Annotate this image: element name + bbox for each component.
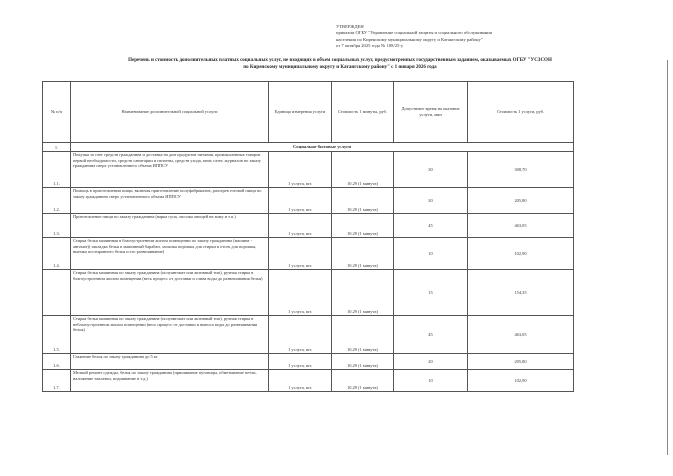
row-service-cost: 102,90: [468, 370, 574, 392]
row-time: 15: [394, 270, 468, 316]
row-service-cost: 205,80: [468, 188, 574, 214]
row-num: [43, 270, 71, 316]
row-minute-price: 10,29 (1 минута): [332, 270, 394, 316]
page-edge-line: [667, 60, 668, 455]
row-service-name: Стирка белья машинная по заказу гражданина (полуавтомат или активный тип), ручная стирка в неблагоустроенном жилом помещении (весь процесс от доставки и выноса воды до развешивания белья): [71, 316, 269, 354]
header-time: Допустимое время на оказание услуги, мин: [394, 82, 468, 143]
row-num: 1.7.: [43, 370, 71, 392]
row-num: 1.5.: [43, 316, 71, 354]
row-time: 20: [394, 354, 468, 370]
row-num: 1.4.: [43, 238, 71, 270]
row-service-name: Мелкий ремонт одежды, белья по заказу гражданина (пришивание пуговицы, обметывание петли, наложение заплатки, подшивание и т.д.): [71, 370, 269, 392]
row-num: 1.6.: [43, 354, 71, 370]
title-line-2: по Киренскому муниципальному округу и Катангскому району" с 1 января 2026 года: [243, 65, 437, 70]
row-minute-price: 10,29 (1 минута): [332, 152, 394, 188]
table-header-row: [43, 82, 574, 143]
row-unit: 1 услуга, шт.: [269, 354, 332, 370]
row-unit: 1 услуга, шт.: [269, 152, 332, 188]
services-table: [42, 81, 574, 392]
row-service-name: Приготовление пищи по заказу гражданина (варка супа, засолка овощей на зиму и т.п.): [71, 214, 269, 238]
title-line-1: Перечень и стоимость дополнительных платных социальных услуг, не входящих в объем социальных услуг, предусмотренных государственным заданием, оказываемых ОГБУ "УСЗСОН: [128, 58, 552, 63]
row-service-name: Помощь в приготовлении пищи, включая приготовление полуфабрикатов, разогрев готовой пищи по заказу гражданина сверх установленного объема ИППСУ: [71, 188, 269, 214]
header-num: № п/п: [43, 82, 71, 143]
row-minute-price: 10,29 (1 минута): [332, 316, 394, 354]
section-row: [43, 143, 574, 152]
row-unit: 1 услуга, шт.: [269, 316, 332, 354]
row-minute-price: 10,29 (1 минута): [332, 354, 394, 370]
row-num: 1.1.: [43, 152, 71, 188]
row-unit: 1 услуга, шт.: [269, 270, 332, 316]
row-minute-price: 10,29 (1 минута): [332, 238, 394, 270]
approval-line-2: приказом ОГБУ "Управление социальной защиты и социального обслуживания: [336, 30, 492, 36]
table-row: [43, 354, 574, 370]
row-time: 30: [394, 152, 468, 188]
approval-stamp: [336, 24, 492, 49]
table-row: [43, 214, 574, 238]
row-unit: 1 услуга, шт.: [269, 214, 332, 238]
table-row: [43, 270, 574, 316]
header-unit: Единица измерения услуги: [269, 82, 332, 143]
table-row: [43, 238, 574, 270]
row-service-name: Стирка белья машинная по заказу гражданина (полуавтомат или активный тип), ручная стирка в благоустроенном жилом помещении (весь процесс от доставки и слива воды до развешивания белья): [71, 270, 269, 316]
table-row: [43, 152, 574, 188]
row-time: 10: [394, 370, 468, 392]
header-name: Наименование дополнительной социальной услуги: [71, 82, 269, 143]
row-time: 45: [394, 214, 468, 238]
header-service-cost: Стоимость 1 услуги, руб.: [468, 82, 574, 143]
row-time: 20: [394, 188, 468, 214]
row-unit: 1 услуга, шт.: [269, 370, 332, 392]
row-service-name: Покупка за счет средств гражданина и доставка на дом продуктов питания, промышленных товаров первой необходимости, средств санитарии и гигиены, средств ухода, книг, газет, журналов по заказу гражданина сверх установленного объема ИППСУ: [71, 152, 269, 188]
section-label: Социально-бытовые услуги: [71, 143, 574, 152]
row-service-cost: 463,05: [468, 214, 574, 238]
table-row: [43, 316, 574, 354]
table-row: [43, 370, 574, 392]
row-service-cost: 308,70: [468, 152, 574, 188]
row-minute-price: 10,29 (1 минута): [332, 370, 394, 392]
row-num: 1.3.: [43, 214, 71, 238]
row-unit: 1 услуга, шт.: [269, 188, 332, 214]
row-service-cost: 463,05: [468, 316, 574, 354]
section-num: 1.: [43, 143, 71, 152]
approval-line-1: УТВЕРЖДЕН: [336, 24, 364, 29]
row-minute-price: 10,29 (1 минута): [332, 188, 394, 214]
table-row: [43, 188, 574, 214]
row-time: 45: [394, 316, 468, 354]
approval-line-4: от 7 октября 2025 года № 108/25-у: [336, 42, 404, 48]
row-num: 1.2.: [43, 188, 71, 214]
row-service-cost: 205,80: [468, 354, 574, 370]
header-minute-price: Стоимость 1 минуты, руб.: [332, 82, 394, 143]
row-minute-price: 10,29 (1 минута): [332, 214, 394, 238]
approval-line-3: населения по Киренскому муниципальному округу и Катангскому району": [336, 36, 483, 42]
document-title: [30, 57, 650, 71]
row-service-name: Стирка белья машинная в благоустроенном жилом помещении по заказу гражданина (машина - автомат)( закладка белья в машинный барабан, засыпка порошка для стирки в отсек для порошка, выемка постиранного белья и его развешивание): [71, 238, 269, 270]
row-service-name: Глажение белья по заказу гражданина до 5 кг: [71, 354, 269, 370]
row-service-cost: 102,90: [468, 238, 574, 270]
row-time: 10: [394, 238, 468, 270]
row-service-cost: 154,35: [468, 270, 574, 316]
row-unit: 1 услуга, шт.: [269, 238, 332, 270]
